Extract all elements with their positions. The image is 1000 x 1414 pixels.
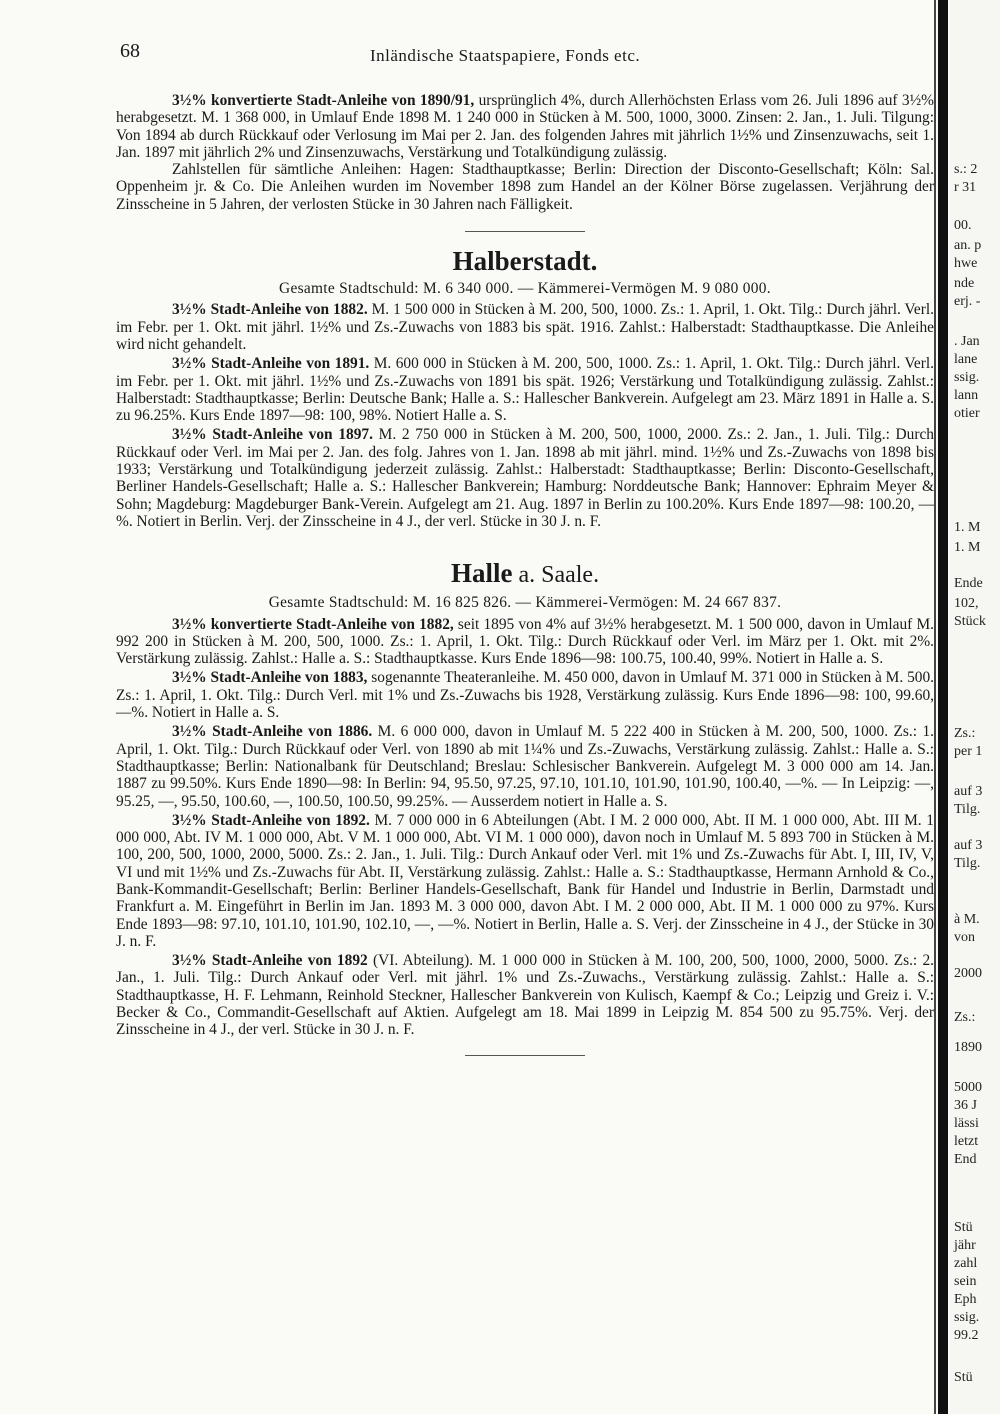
text-column <box>116 92 934 1068</box>
adjacent-fragment: ssig. <box>954 370 980 385</box>
bond-description: (VI. Abteilung). M. 1 000 000 in Stücken à M. 100, 200, 500, 1000, 2000, 5000. Zs.: 2. Jan., 1. Juli. Tilg.: Durch Ankauf oder Verl. mit jährl. 1% und Zs.-Zuwachs., Verstärkung zulässig. Zahlst.: Halle a. S.: Stadthauptkasse, H. F. Lehmann, Reinhold Steckner, Hallescher Bankverein von Kulisch, Kaempf & Co.; Leipzig und Greiz i. V.: Becker & Co., Commandit-Gesellschaft auf Aktien. Aufgelegt am 18. Mai 1899 in Leipzig M. 854 500 zu 95.75%. Verj. der Zinsscheine in 4 J., der verl. Stücke in 30 J. n. F. <box>116 952 934 1039</box>
bond-title: 3½% konvertierte Stadt-Anleihe von 1882, <box>172 615 454 633</box>
adjacent-fragment: Zs.: <box>954 1010 976 1025</box>
adjacent-fragment: otier <box>954 406 980 421</box>
running-title: Inländische Staatspapiere, Fonds etc. <box>370 46 641 65</box>
adjacent-fragment: sein <box>954 1274 977 1289</box>
halberstadt-entry-1882 <box>116 301 934 353</box>
bond-description: seit 1895 von 4% auf 3½% herabgesetzt. M. 1 500 000, davon in Umlauf M. 992 200 in Stücken à M. 200, 500, 1000. Zs.: 1. April, 1. Okt. Tilg.: Durch Rückkauf oder Verl. im März per 1. Okt. mit 2%. Verstärkung zulässig. Zahlst.: Halle a. S.: Stadthauptkasse. Kurs Ende 1896—98: 100.75, 100.40, 99%. Notiert in Halle a. S. <box>116 615 934 668</box>
intro-paragraph-1 <box>116 92 934 161</box>
adjacent-fragment: Tilg. <box>954 856 981 871</box>
adjacent-fragment: r 31 <box>954 180 977 195</box>
adjacent-fragment: per 1 <box>954 744 983 759</box>
bond-title: 3½% Stadt-Anleihe von 1891. <box>172 355 370 373</box>
bond-description: M. 7 000 000 in 6 Abteilungen (Abt. I M. 2 000 000, Abt. II M. 1 000 000, Abt. III M. 1 000 000, Abt. IV M. 1 000 000, Abt. V M. 1 000 000, Abt. VI M. 1 000 000), davon noch in Umlauf M. 5 893 700 in Stücken à M. 100, 200, 500, 1000, 2000, 5000. Zs.: 2. Jan., 1. Juli. Tilg.: Durch Ankauf oder Verl. mit 1% und Zs.-Zuwachs für Abt. I, III, IV, V, VI und mit 1½% und Zs.-Zuwachs für Abt. II, Verstärkung zulässig. Zahlst.: Halle a. S.: Stadthauptkasse, Hermann Arnhold & Co., Bank-Kommandit-Gesellschaft; Berlin: Berliner Handels-Gesellschaft, Bank für Handel und Industrie in Berlin, Darmstadt und Frankfurt a. M. Eingeführt in Berlin im Jan. 1893 M. 3 000 000, davon Abt. I M. 2 000 000, Abt. II M. 1 000 000 zu 97%. Kurs Ende 1893—98: 97.10, 101.10, 101.90, 102.10, —, —%. Notiert in Berlin, Halle a. S. Verj. der Zinsscheine in 4 J., der Stücke in 30 J. n. F. <box>116 811 934 950</box>
halle-entry-1892-vi <box>116 952 934 1038</box>
adjacent-fragment: . Jan <box>954 334 980 349</box>
adjacent-fragment: Stü <box>954 1370 973 1385</box>
bond-title: 3½% Stadt-Anleihe von 1892. <box>172 811 370 829</box>
adjacent-fragment: Tilg. <box>954 802 981 817</box>
halberstadt-debt-line: Gesamte Stadtschuld: M. 6 340 000. — Kämmerei-Vermögen M. 9 080 000. <box>279 280 771 298</box>
adjacent-fragment: an. p <box>954 238 982 253</box>
adjacent-fragment: von <box>954 930 975 945</box>
halle-entry-1886 <box>116 723 934 809</box>
book-gutter <box>938 0 948 1414</box>
intro-paragraph-2: Zahlstellen für sämtliche Anleihen: Hagen: Stadthauptkasse; Berlin: Direction der Disconto-Gesellschaft; Köln: Sal. Oppenheim jr. & Co. Die Anleihen wurden im November 1898 zum Handel an der Kölner Börse zugelassen. Verjährung der Zinsscheine in 5 Jahren, der verlosten Stücke in 30 Jahren nach Fälligkeit. <box>116 161 934 213</box>
bond-title: 3½% Stadt-Anleihe von 1882. <box>172 301 368 319</box>
adjacent-fragment: jähr <box>954 1238 976 1253</box>
adjacent-fragment: 99.2 <box>954 1328 979 1343</box>
section-title-halle <box>116 558 934 590</box>
adjacent-fragment: lann <box>954 388 979 403</box>
bond-title: 3½% Stadt-Anleihe von 1886. <box>172 723 373 741</box>
bond-title: 3½% Stadt-Anleihe von 1892 <box>172 952 368 970</box>
halle-entry-1882 <box>116 616 934 668</box>
adjacent-fragment: 102, <box>954 596 979 611</box>
section-divider <box>465 1055 585 1056</box>
adjacent-fragment: Stü <box>954 1220 973 1235</box>
adjacent-fragment: letzt <box>954 1134 979 1149</box>
halle-entry-1892 <box>116 812 934 950</box>
halle-debt-line: Gesamte Stadtschuld: M. 16 825 826. — Kämmerei-Vermögen: M. 24 667 837. <box>268 594 782 612</box>
adjacent-fragment: 36 J <box>954 1098 977 1113</box>
bond-description: M. 6 000 000, davon in Umlauf M. 5 222 400 in Stücken à M. 200, 500, 1000. Zs.: 1. April, 1. Okt. Tilg.: Durch Rückkauf oder Verl. von 1890 ab mit 1¼% und Zs.-Zuwachs, Verstärkung zulässig. Zahlst.: Halle a. S.: Stadthauptkasse; Berlin: Nationalbank für Deutschland; Breslau: Schlesischer Bankverein. Aufgelegt M. 3 000 000 am 14. Jan. 1887 zu 99.50%. Kurs Ende 1890—98: In Berlin: 94, 95.50, 97.25, 97.10, 101.10, 101.90, 101.90, 100.40, —%. — In Leipzig: —, 95.25, —, 95.50, 100.60, —, 100.50, 100.50, 99.25%. — Ausserdem notiert in Halle a. S. <box>116 723 935 810</box>
page-gutter-shadow <box>934 0 936 1414</box>
adjacent-fragment: auf 3 <box>954 838 983 853</box>
adjacent-fragment: 1890 <box>954 1040 982 1055</box>
adjacent-fragment: 00. <box>954 218 972 233</box>
adjacent-fragment: lane <box>954 352 978 367</box>
bond-description: M. 1 500 000 in Stücken à M. 200, 500, 1000. Zs.: 1. April, 1. Okt. Tilg.: Durch jährl. Verl. im Febr. per 1. Okt. mit jährl. 1½% und Zs.-Zuwachs von 1883 bis spät. 1916. Zahlst.: Halberstadt: Stadthauptkasse. Die Anleihe wird nicht gehandelt. <box>116 301 934 353</box>
adjacent-page-edge <box>950 0 1000 1414</box>
adjacent-fragment: 1. M <box>954 520 981 535</box>
bond-title: 3½% Stadt-Anleihe von 1883, <box>172 669 368 687</box>
bond-title: 3½% Stadt-Anleihe von 1897. <box>172 426 373 444</box>
adjacent-fragment: erj. - <box>954 294 981 309</box>
adjacent-fragment: 5000 <box>954 1080 982 1095</box>
halle-entry-1883 <box>116 669 934 721</box>
adjacent-fragment: s.: 2 <box>954 162 978 177</box>
bond-title: 3½% konvertierte Stadt-Anleihe von 1890/91, <box>172 92 475 109</box>
halberstadt-entry-1891 <box>116 355 934 424</box>
adjacent-fragment: 2000 <box>954 966 982 981</box>
adjacent-fragment: End <box>954 1152 977 1167</box>
adjacent-fragment: auf 3 <box>954 784 983 799</box>
adjacent-fragment: Ende <box>954 576 983 591</box>
adjacent-fragment: nde <box>954 276 975 291</box>
halberstadt-entry-1897 <box>116 426 934 530</box>
bond-description: M. 2 750 000 in Stücken à M. 200, 500, 1000, 2000. Zs.: 2. Jan., 1. Juli. Tilg.: Durch Rückkauf oder Verl. im Mai per 2. Jan. des folg. Jahres von 1. Jan. 1898 ab mit jährl. mind. 1½% und Zs.-Zuwachs von 1898 bis 1933; Verstärkung und Totalkündigung jederzeit zulässig. Zahlst.: Halberstadt: Stadthauptkasse; Berlin: Disconto-Gesellschaft, Berliner Handels-Gesellschaft; Halle a. S.: Hallescher Bankverein; Hamburg: Norddeutsche Bank; Hannover: Ephraim Meyer & Sohn; Magdeburg: Magdeburger Bank-Verein. Aufgelegt am 21. Aug. 1897 in Berlin zu 100.20%. Kurs Ende 1897—98: 100.20, —%. Notiert in Berlin. Verj. der Zinsscheine in 4 J., der verl. Stücke in 30 J. n. F. <box>116 426 935 530</box>
adjacent-fragment: Zs.: <box>954 726 976 741</box>
bond-description: ursprünglich 4%, durch Allerhöchsten Erlass vom 26. Juli 1896 auf 3½% herabgesetzt. M. 1 368 000, in Umlauf Ende 1898 M. 1 240 000 in Stücken à M. 500, 1000, 3000. Zinsen: 2. Jan., 1. Juli. Tilgung: Von 1894 ab durch Rückkauf oder Verlosung im Mai per 2. Jan. des folgenden Jahres mit jährlich 1½% und Zinsenzuwachs, seit 1. Jan. 1897 mit jährlich 2% und Zinsenzuwachs, Verstärkung und Totalkündigung zulässig. <box>116 92 934 161</box>
section-divider <box>465 231 585 232</box>
bond-description: sogenannte Theateranleihe. M. 450 000, davon in Umlauf M. 371 000 in Stücken à M. 500. Zs.: 1. April, 1. Okt. Tilg.: Durch Verl. mit 1% und Zs.-Zuwachs bis 1928, Verstärkung zulässig. Kurs Ende 1896—98: 100, 99.60, —%. Notiert in Halle a. S. <box>116 669 934 722</box>
adjacent-fragment: zahl <box>954 1256 978 1271</box>
adjacent-fragment: hwe <box>954 256 978 271</box>
section-title-halberstadt: Halberstadt. <box>452 246 598 277</box>
adjacent-fragment: Eph <box>954 1292 977 1307</box>
adjacent-fragment: lässi <box>954 1116 979 1131</box>
adjacent-fragment: Stück <box>954 614 986 629</box>
bond-description: M. 600 000 in Stücken à M. 200, 500, 1000. Zs.: 1. April, 1. Okt. Tilg.: Durch jährl. Verl. im Febr. per 1. Okt. mit jährl. 1½% und Zs.-Zuwachs von 1891 bis spät. 1926; Verstärkung und Totalkündigung zulässig. Zahlst.: Halberstadt: Stadthauptkasse; Berlin: Deutsche Bank; Halle a. S.: Hallescher Bankverein. Aufgelegt am 23. März 1891 in Halle a. S. zu 96.25%. Kurs Ende 1897—98: 100, 98%. Notiert Halle a. S. <box>116 355 935 425</box>
adjacent-fragment: ssig. <box>954 1310 980 1325</box>
halle-title-rest: a. Saale. <box>512 562 600 589</box>
halle-title-main: Halle <box>450 558 513 589</box>
adjacent-fragment: 1. M <box>954 540 981 555</box>
page-number: 68 <box>120 40 140 62</box>
adjacent-fragment: à M. <box>954 912 980 927</box>
